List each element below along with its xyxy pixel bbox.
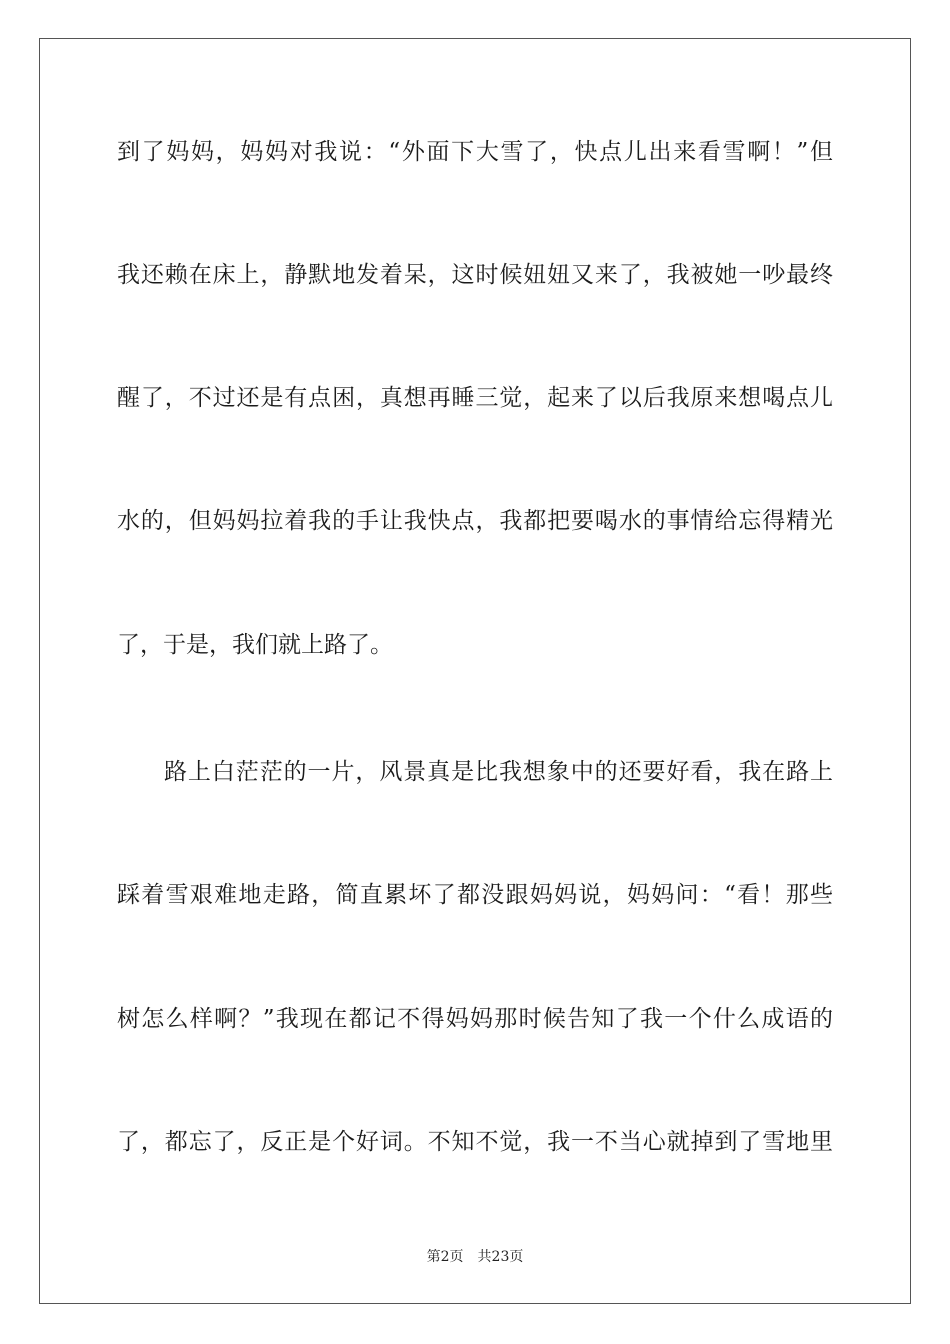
- total-pages: 共23页: [477, 1249, 524, 1265]
- page-number: 第2页: [426, 1249, 464, 1265]
- text-line: 我还赖在床上，静默地发着呆，这时候妞妞又来了，我被她一吵最终: [117, 262, 833, 288]
- text-line-indented: 路上白茫茫的一片，风景真是比我想象中的还要好看，我在路上: [164, 759, 833, 785]
- text-line: 了，于是，我们就上路了。: [117, 632, 393, 658]
- page-footer: [0, 1248, 950, 1266]
- text-line: 醒了，不过还是有点困，真想再睡三觉，起来了以后我原来想喝点儿: [117, 385, 833, 411]
- text-line: 水的，但妈妈拉着我的手让我快点，我都把要喝水的事情给忘得精光: [117, 508, 833, 534]
- text-line: 到了妈妈，妈妈对我说：“外面下大雪了，快点儿出来看雪啊！”但: [117, 139, 833, 165]
- page-frame: [39, 38, 911, 1304]
- text-line: 踩着雪艰难地走路，简直累坏了都没跟妈妈说，妈妈问：“看！那些: [117, 882, 833, 908]
- text-line: 了，都忘了，反正是个好词。不知不觉，我一不当心就掉到了雪地里: [117, 1129, 833, 1155]
- text-line: 树怎么样啊？”我现在都记不得妈妈那时候告知了我一个什么成语的: [117, 1006, 833, 1032]
